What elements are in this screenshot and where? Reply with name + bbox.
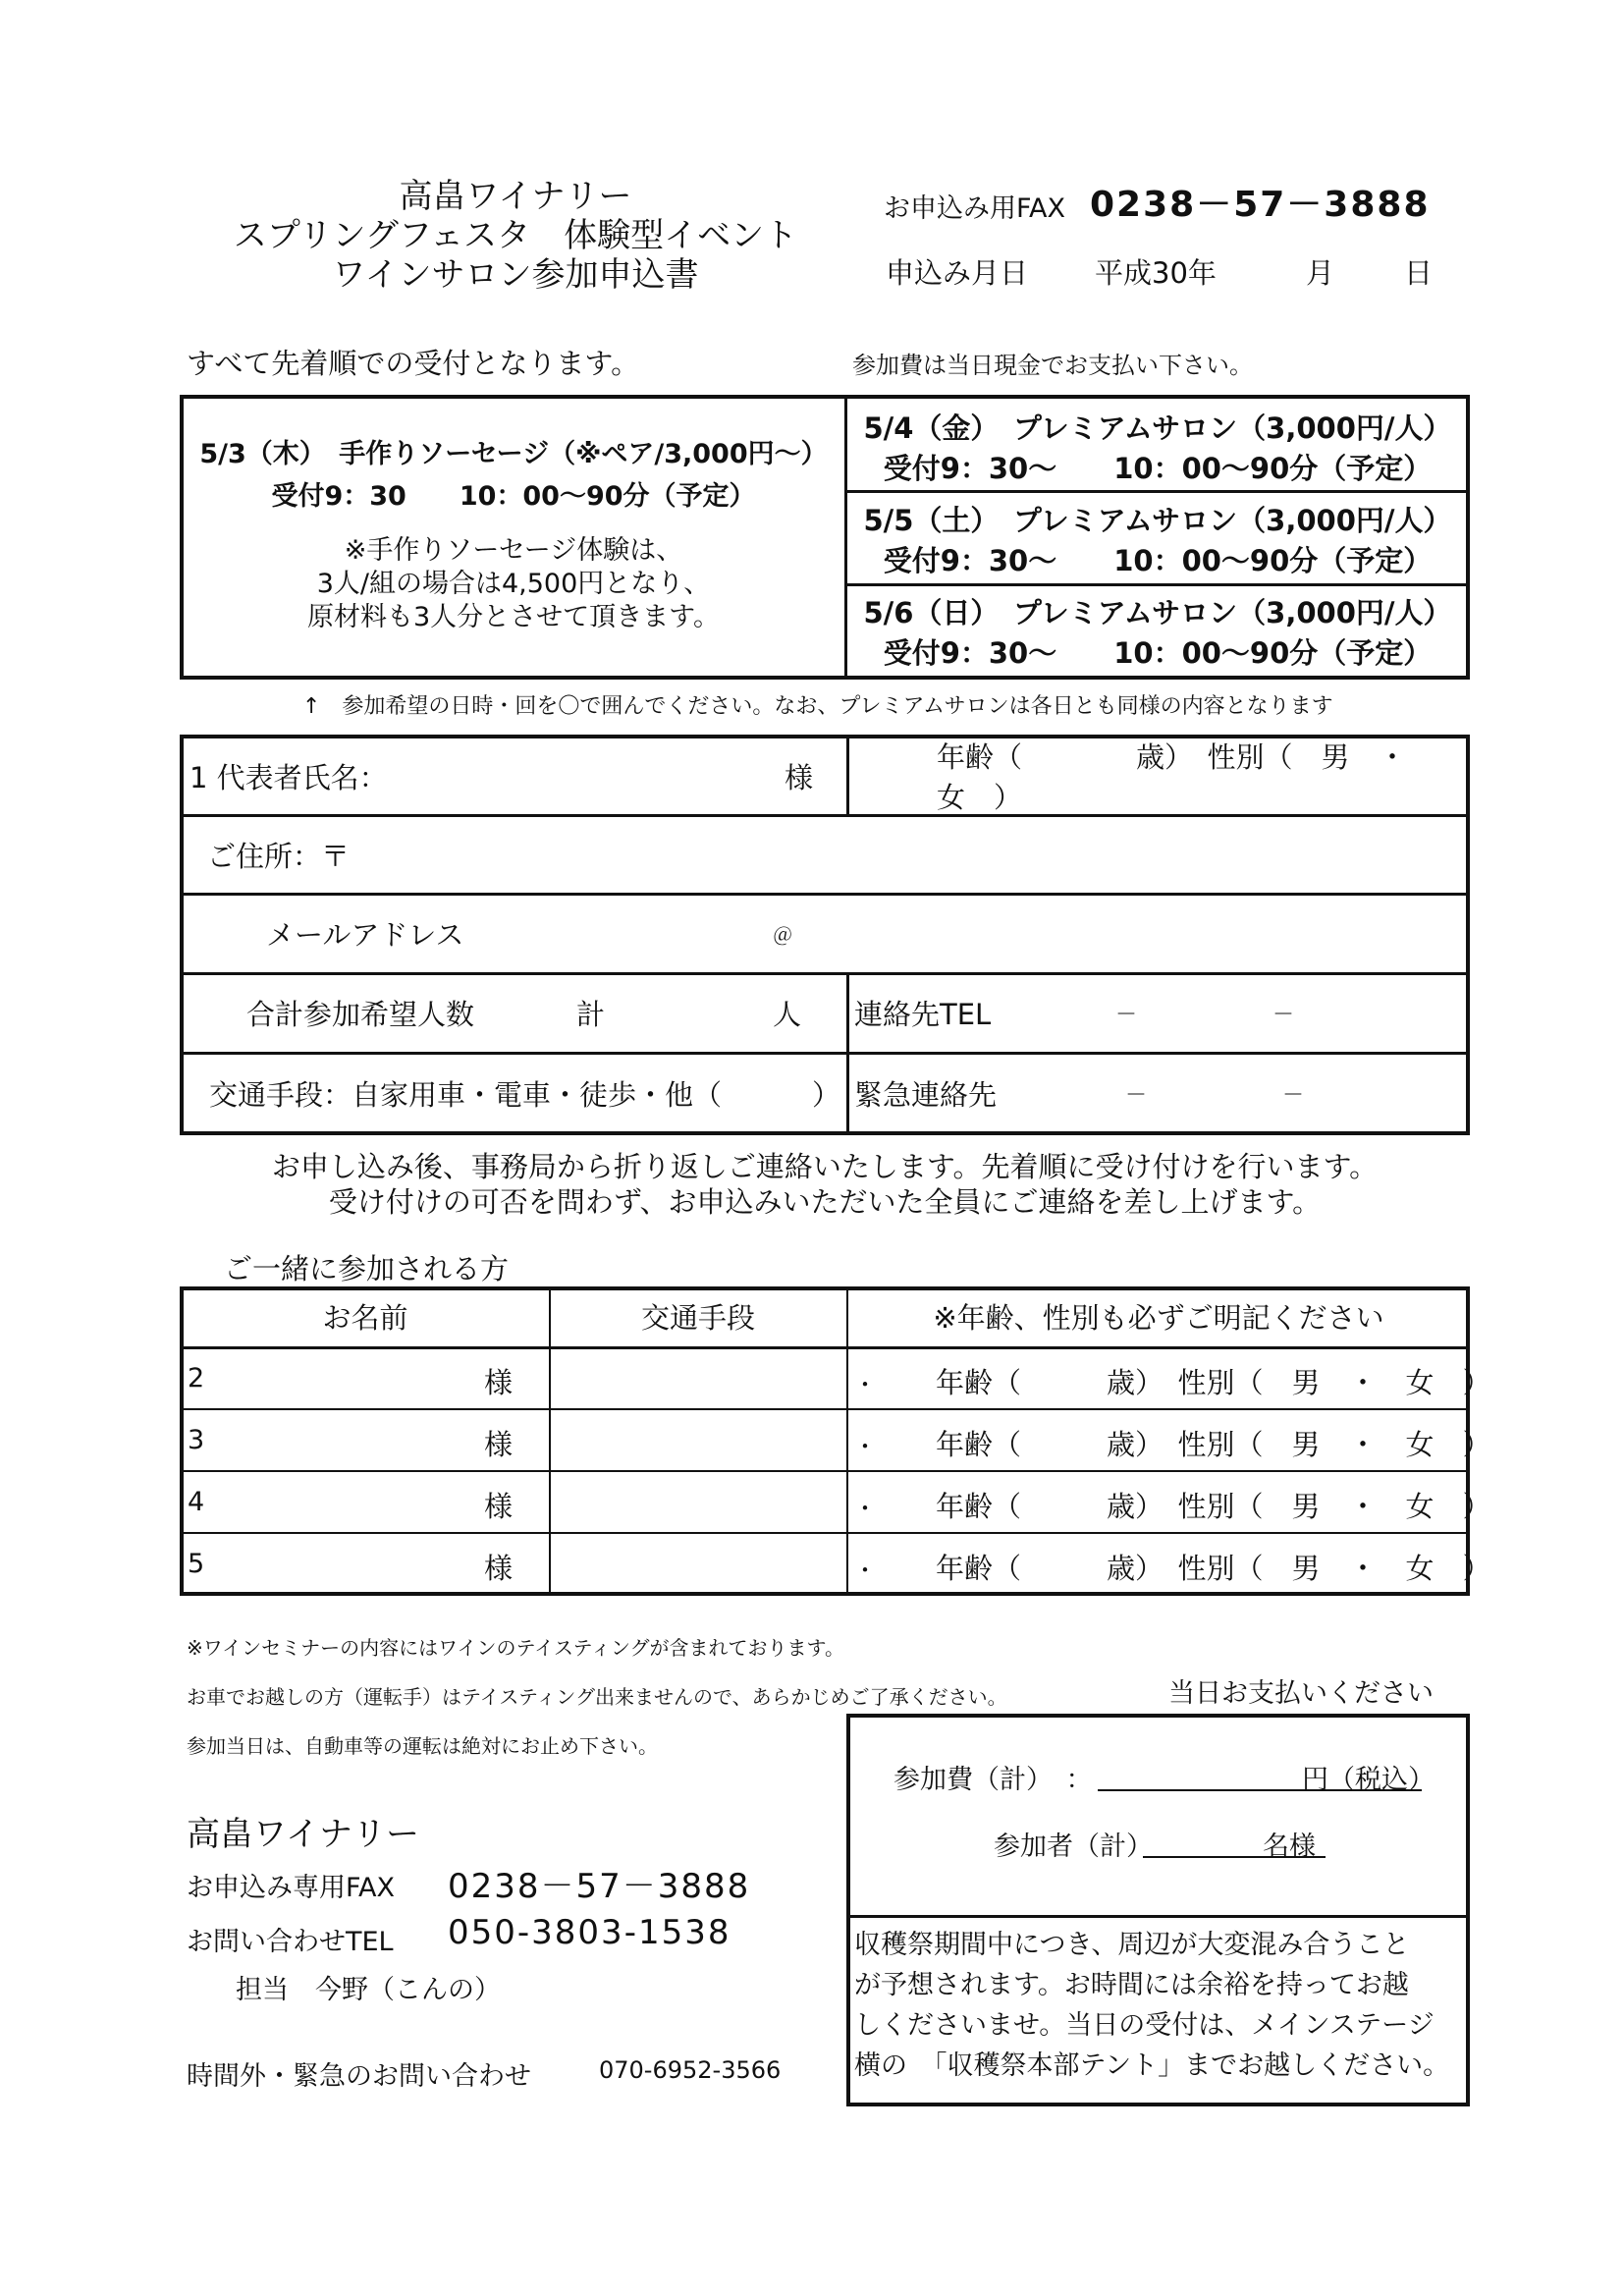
companion-row-dot: ・	[853, 1557, 877, 1584]
companions-col-name: お名前	[322, 1301, 408, 1335]
title-line-3: ワインサロン参加申込書	[332, 255, 699, 295]
applicant-col-line-1	[846, 735, 849, 815]
form-title	[216, 177, 815, 295]
followup-line-2: 受け付けの可否を問わず、お申込みいただいた全員にご連絡を差し上げます。	[328, 1185, 1322, 1219]
payment-notice: 参加費は当日現金でお支払い下さい。	[852, 352, 1253, 379]
wine-tasting-note: ※ワインセミナーの内容にはワインのテイスティングが含まれております。	[187, 1636, 844, 1660]
date-label: 申込み月日	[886, 256, 1029, 290]
representative-age-gender[interactable]	[850, 738, 1467, 813]
companion-row-age-gender: 年齢（ 歳） 性別（ 男 ・ 女 ）	[936, 1366, 1491, 1399]
fee-box-divider	[846, 1915, 1470, 1918]
event-premium-5-5[interactable]	[848, 499, 1467, 579]
companion-row[interactable]	[184, 1411, 1491, 1470]
companions-heading: ご一緒に参加される方	[224, 1252, 510, 1285]
header-fax-number: 0238－57－3888	[1090, 185, 1431, 225]
first-come-notice: すべて先着順での受付となります。	[187, 347, 640, 380]
event-premium-5-5-time: 受付9：30～ 10：00～90分（予定）	[883, 544, 1433, 577]
event-row-divider-2	[844, 583, 1470, 586]
companion-row[interactable]	[184, 1349, 1491, 1408]
email-at: ＠	[773, 923, 792, 947]
contact-fax-number: 0238－57－3888	[448, 1867, 751, 1906]
participant-count-unit: 人	[773, 998, 802, 1031]
companions-row-line-3	[180, 1532, 1470, 1534]
companions-col-note: ※年齢、性別も必ずご明記ください	[933, 1301, 1384, 1335]
email-label: メールアドレス	[266, 918, 464, 952]
participant-count-field[interactable]	[184, 975, 845, 1051]
emergency-inquiry-number: 070-6952-3566	[599, 2056, 782, 2084]
followup-line-1: お申し込み後、事務局から折り返しご連絡いたします。先着順に受け付けを行います。	[271, 1150, 1379, 1183]
representative-name-suffix: 様	[785, 760, 814, 794]
transport-field[interactable]	[184, 1055, 845, 1131]
participants-label: 参加者（計）	[994, 1831, 1153, 1862]
event-divider	[844, 395, 847, 680]
emergency-contact-label: 緊急連絡先	[854, 1077, 998, 1112]
contact-tel-label: 連絡先TEL	[854, 998, 992, 1031]
contact-tel-dash-2: －	[1272, 1003, 1295, 1027]
event-sausage-time: 受付9：30 10：00～90分（予定）	[271, 481, 756, 512]
emergency-dash-2: －	[1282, 1082, 1305, 1108]
fee-label: 参加費（計） ：	[893, 1765, 1093, 1795]
event-premium-5-4-title: 5/4（金） プレミアムサロン（3,000円/人）	[863, 411, 1452, 445]
followup-message	[180, 1149, 1470, 1220]
participant-count-label: 合計参加希望人数	[246, 998, 475, 1031]
companion-row-dot: ・	[853, 1371, 877, 1398]
address-field[interactable]	[184, 817, 1466, 892]
emergency-contact-field[interactable]	[850, 1055, 1467, 1131]
event-row-divider-1	[844, 490, 1470, 493]
participant-count-total: 計	[576, 998, 606, 1031]
companions-col-transport: 交通手段	[640, 1301, 755, 1335]
event-premium-5-6-time: 受付9：30～ 10：00～90分（予定）	[883, 636, 1433, 670]
companion-row[interactable]	[184, 1535, 1491, 1594]
date-day: 日	[1404, 256, 1434, 290]
applicant-col-line-2	[846, 972, 849, 1135]
event-sausage[interactable]	[184, 432, 843, 634]
pay-today-label: 当日お支払いください	[1168, 1678, 1434, 1709]
date-month: 月	[1306, 256, 1335, 290]
contact-person: 担当 今野（こんの）	[236, 1975, 501, 2005]
companion-row-suffix: 様	[484, 1490, 514, 1523]
harvest-notice-line-1: 収穫祭期間中につき、周辺が大変混み合うこと	[854, 1930, 1410, 1960]
harvest-notice-line-2: が予想されます。お時間には余裕を持ってお越	[854, 1970, 1409, 2000]
companion-row-dot: ・	[853, 1495, 877, 1522]
event-premium-5-5-title: 5/5（土） プレミアムサロン（3,000円/人）	[863, 504, 1452, 537]
event-sausage-title: 5/3（木） 手作りソーセージ（※ペア/3,000円～）	[199, 439, 828, 469]
title-line-2: スプリングフェスタ 体験型イベント	[233, 216, 798, 255]
event-sausage-note-2: 3人/組の場合は4,500円となり、	[316, 569, 711, 599]
fee-unit: 円（税込）	[1302, 1765, 1435, 1795]
contact-tel-number: 050-3803-1538	[448, 1913, 731, 1952]
event-premium-5-4[interactable]	[848, 407, 1467, 487]
contact-tel-label: お問い合わせTEL	[187, 1927, 394, 1957]
companion-row-number: 5	[188, 1549, 205, 1579]
event-premium-5-6[interactable]	[848, 591, 1467, 672]
contact-fax-label: お申込み専用FAX	[187, 1873, 396, 1903]
companion-row-number: 4	[188, 1487, 205, 1517]
companions-row-line-2	[180, 1470, 1470, 1472]
companion-row-suffix: 様	[484, 1428, 514, 1461]
companion-row-age-gender: 年齢（ 歳） 性別（ 男 ・ 女 ）	[936, 1428, 1491, 1461]
address-label: ご住所：〒	[207, 839, 351, 873]
representative-name-field[interactable]	[184, 738, 845, 813]
companion-row-number: 3	[188, 1425, 205, 1455]
transport-label: 交通手段：自家用車・電車・徒歩・他（	[209, 1077, 723, 1112]
event-premium-5-6-title: 5/6（日） プレミアムサロン（3,000円/人）	[863, 596, 1452, 629]
companion-row-age-gender: 年齢（ 歳） 性別（ 男 ・ 女 ）	[936, 1490, 1491, 1523]
representative-name-label: 1 代表者氏名：	[189, 760, 388, 794]
emergency-inquiry-label: 時間外・緊急のお問い合わせ	[187, 2061, 531, 2092]
harvest-festival-notice	[854, 1925, 1465, 2086]
companion-row[interactable]	[184, 1473, 1491, 1532]
companion-row-dot: ・	[853, 1433, 877, 1460]
contact-tel-field[interactable]	[850, 975, 1467, 1051]
companion-row-age-gender: 年齢（ 歳） 性別（ 男 ・ 女 ）	[936, 1552, 1491, 1585]
companion-row-suffix: 様	[484, 1366, 514, 1399]
no-driving-note: 参加当日は、自動車等の運転は絶対にお止め下さい。	[187, 1734, 658, 1758]
driver-note: お車でお越しの方（運転手）はテイスティング出来ませんので、あらかじめご了承ください。	[187, 1685, 1007, 1709]
companion-row-suffix: 様	[484, 1552, 514, 1585]
title-line-1: 高畠ワイナリー	[399, 177, 632, 216]
participants-unit: 名様	[1263, 1831, 1316, 1862]
contact-tel-dash-1: －	[1115, 1003, 1138, 1027]
emergency-dash-1: －	[1125, 1082, 1148, 1108]
event-premium-5-4-time: 受付9：30～ 10：00～90分（予定）	[883, 452, 1433, 485]
companions-row-line-1	[180, 1408, 1470, 1410]
event-instruction: ↑ 参加希望の日時・回を〇で囲んでください。なお、プレミアムサロンは各日とも同様の内容となります	[302, 694, 1333, 719]
email-field[interactable]	[184, 896, 1466, 971]
harvest-notice-line-3: しくださいませ。当日の受付は、メインステージ	[854, 2010, 1435, 2041]
date-era: 平成30年	[1095, 256, 1217, 290]
header-fax-label: お申込み用FAX	[884, 193, 1066, 224]
contact-org-name: 高畠ワイナリー	[187, 1815, 419, 1854]
event-sausage-note-1: ※手作りソーセージ体験は、	[344, 535, 683, 566]
representative-age-gender-text: 年齢（ 歳） 性別（ 男 ・ 女 ）	[937, 740, 1435, 814]
event-sausage-note-3: 原材料も3人分とさせて頂きます。	[306, 602, 721, 632]
companion-row-number: 2	[188, 1363, 205, 1394]
harvest-notice-line-4: 横の 「収穫祭本部テント」までお越しください。	[854, 2050, 1450, 2081]
transport-close: ）	[812, 1077, 841, 1112]
